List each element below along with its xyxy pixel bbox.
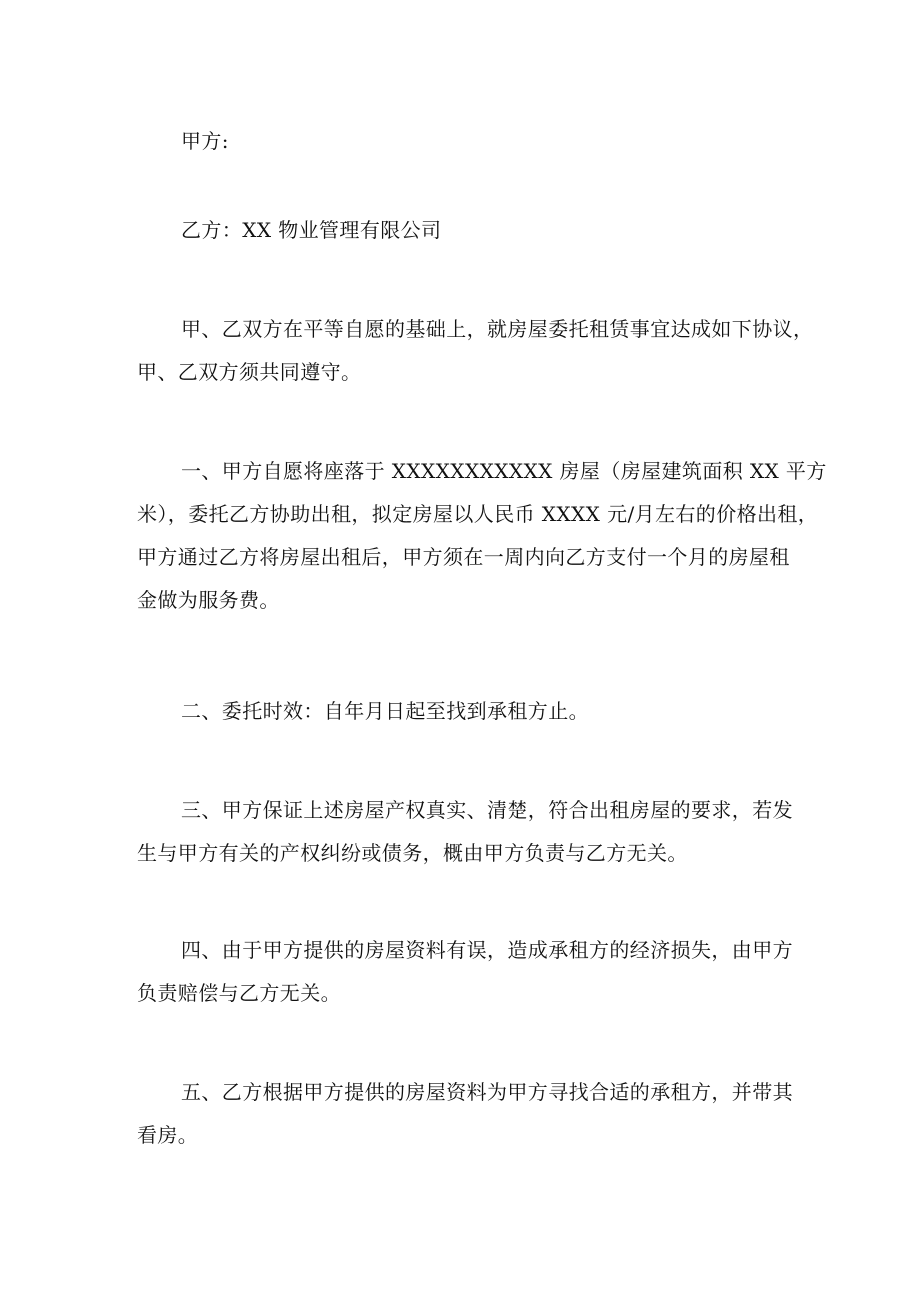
intro-line-2: 甲、乙双方须共同遵守。 bbox=[137, 360, 362, 384]
clause-5-line-1: 五、乙方根据甲方提供的房屋资料为甲方寻找合适的承租方，并带其 bbox=[181, 1080, 793, 1104]
clause-4-line-1: 四、由于甲方提供的房屋资料有误，造成承租方的经济损失，由甲方 bbox=[181, 938, 793, 962]
clause-1-line-3: 甲方通过乙方将房屋出租后，甲方须在一周内向乙方支付一个月的房屋租 bbox=[137, 545, 790, 569]
clause-5-paragraph bbox=[137, 1071, 793, 1157]
clause-2-paragraph bbox=[137, 690, 785, 733]
party-a-text: 甲方: bbox=[181, 129, 229, 153]
clause-3-paragraph bbox=[137, 789, 793, 875]
clause-3-line-2: 生与甲方有关的产权纠纷或债务，概由甲方负责与乙方无关。 bbox=[137, 841, 688, 865]
intro-paragraph bbox=[137, 308, 814, 394]
clause-4-paragraph bbox=[137, 929, 793, 1015]
clause-2-line-1: 二、委托时效：自年月日起至找到承租方止。 bbox=[181, 699, 589, 723]
party-b-text: 乙方：XX 物业管理有限公司 bbox=[181, 218, 442, 242]
party-b-line bbox=[137, 209, 785, 252]
party-a-line bbox=[137, 120, 785, 163]
clause-3-line-1: 三、甲方保证上述房屋产权真实、清楚，符合出租房屋的要求，若发 bbox=[181, 798, 793, 822]
clause-4-line-2: 负责赔偿与乙方无关。 bbox=[137, 981, 341, 1005]
clause-1-line-1: 一、甲方自愿将座落于 XXXXXXXXXXX 房屋（房屋建筑面积 XX 平方 bbox=[181, 459, 827, 483]
clause-5-line-2: 看房。 bbox=[137, 1123, 199, 1147]
clause-1-line-4: 金做为服务费。 bbox=[137, 588, 280, 612]
clause-1-line-2: 米），委托乙方协助出租，拟定房屋以人民币 XXXX 元/月左右的价格出租， bbox=[137, 502, 819, 526]
clause-1-paragraph bbox=[137, 450, 827, 622]
intro-line-1: 甲、乙双方在平等自愿的基础上，就房屋委托租赁事宜达成如下协议， bbox=[181, 317, 814, 341]
